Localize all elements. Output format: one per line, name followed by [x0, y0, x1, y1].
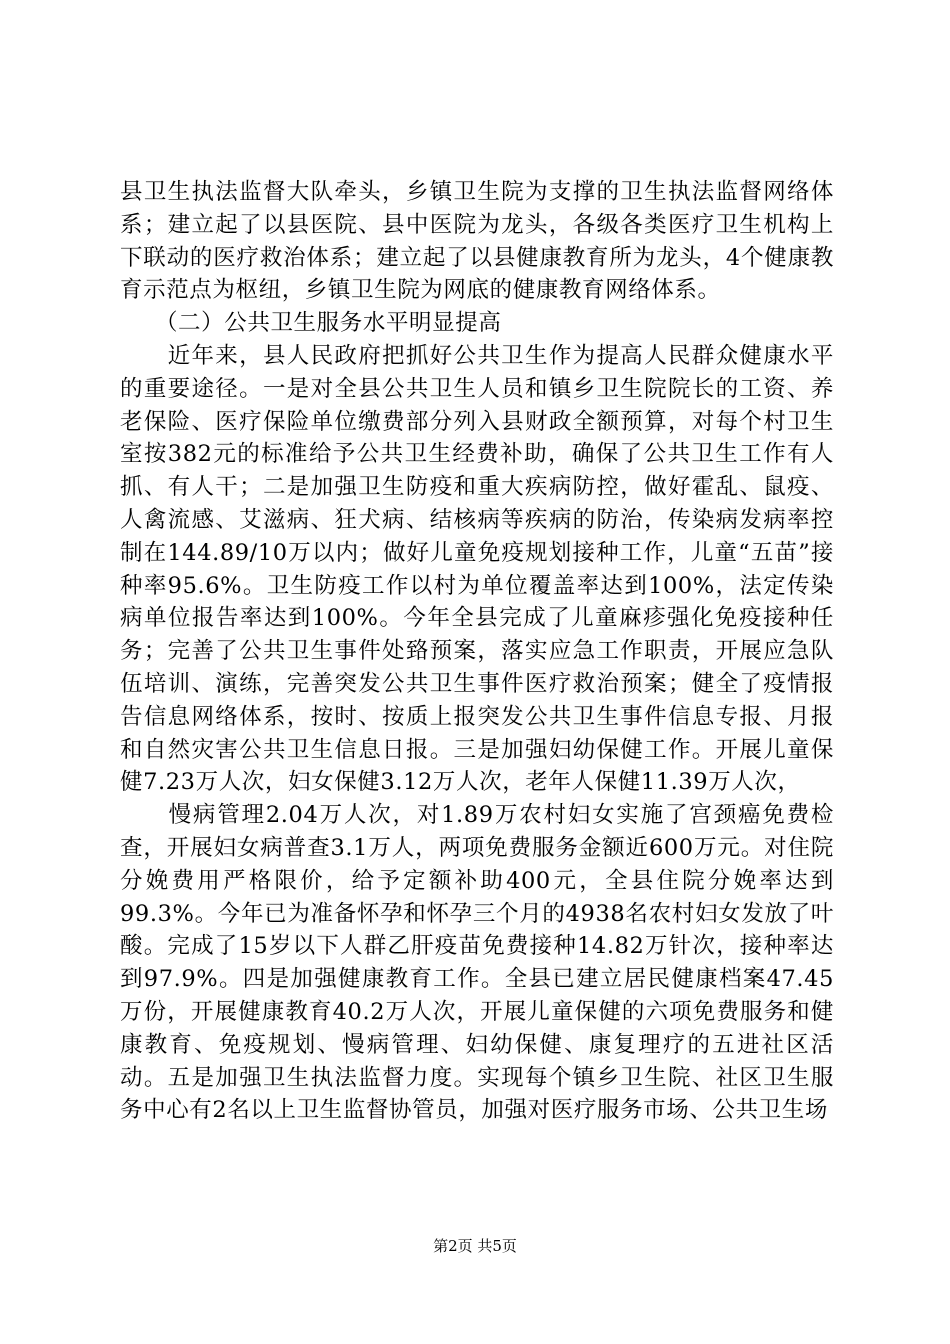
paragraph-chronic-disease: 慢病管理2.04万人次，对1.89万农村妇女实施了宫颈癌免费检查，开展妇女病普查3.1万人，两项免费服务金额近600万元。对住院分娩费用严格限价，给予定额补助400元，全县住院分娩率达到99.3%。今年已为准备怀孕和怀孕三个月的4938名农村妇女发放了叶酸。完成了15岁以下人群乙肝疫苗免费接种14.82万针次，接种率达到97.9%。四是加强健康教育工作。全县已建立居民健康档案47.45万份，开展健康教育40.2万人次，开展儿童保健的六项免费服务和健康教育、免疫规划、慢病管理、妇幼保健、康复理疗的五进社区活动。五是加强卫生执法监督力度。实现每个镇乡卫生院、社区卫生服务中心有2名以上卫生监督协管员，加强对医疗服务市场、公共卫生场 [120, 802, 834, 1124]
paragraph-network-systems: 县卫生执法监督大队牵头，乡镇卫生院为支撑的卫生执法监督网络体系；建立起了以县医院、县中医院为龙头，各级各类医疗卫生机构上下联动的医疗救治体系；建立起了以县健康教育所为龙头，4个健康教育示范点为枢纽，乡镇卫生院为网底的健康教育网络体系。 [120, 179, 834, 304]
paragraph-public-health: 近年来，县人民政府把抓好公共卫生作为提高人民群众健康水平的重要途径。一是对全县公共卫生人员和镇乡卫生院院长的工资、养老保险、医疗保险单位缴费部分列入县财政全额预算，对每个村卫生室按382元的标准给予公共卫生经费补助，确保了公共卫生工作有人抓、有人干；二是加强卫生防疫和重大疾病防控，做好霍乱、鼠疫、人禽流感、艾滋病、狂犬病、结核病等疾病的防治，传染病发病率控制在144.89/10万以内；做好儿童免疫规划接种工作，儿童“五苗”接种率95.6%。卫生防疫工作以村为单位覆盖率达到100%，法定传染病单位报告率达到100%。今年全县完成了儿童麻疹强化免疫接种任务；完善了公共卫生事件处臵预案，落实应急工作职责，开展应急队伍培训、演练，完善突发公共卫生事件医疗救治预案；健全了疫情报告信息网络体系，按时、按质上报突发公共卫生事件信息专报、月报和自然灾害公共卫生信息日报。三是加强妇幼保健工作。开展儿童保健7.23万人次，妇女保健3.12万人次，老年人保健11.39万人次， [120, 342, 834, 796]
page-footer: 第2页 共5页 [433, 1237, 517, 1255]
section-heading: （二）公共卫生服务水平明显提高 [120, 310, 502, 337]
document-body [120, 176, 834, 1127]
